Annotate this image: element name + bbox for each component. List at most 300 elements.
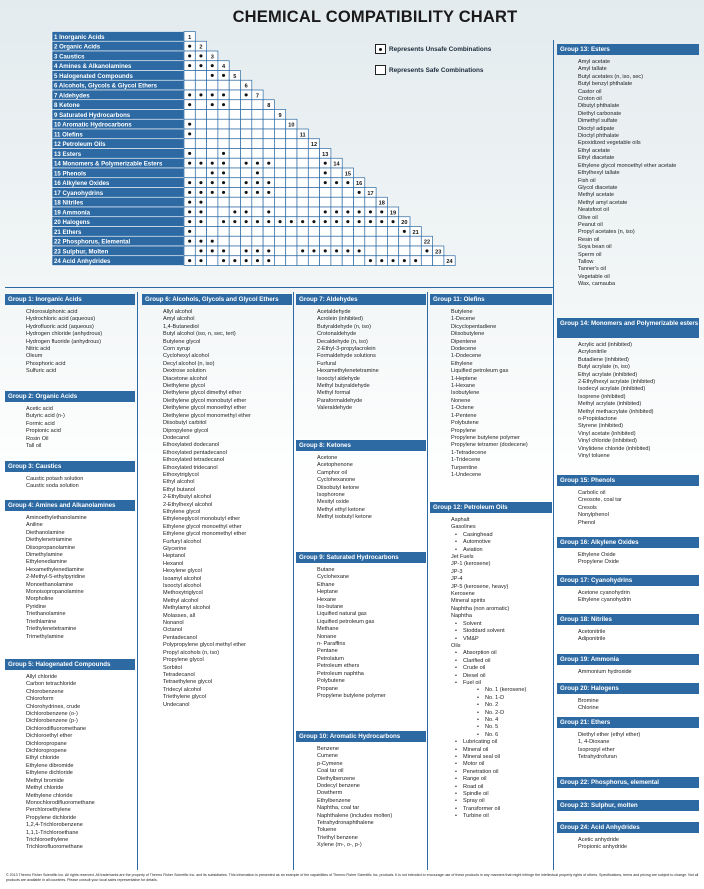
- matrix-cell: [207, 139, 218, 149]
- group-item: Molasses, all: [163, 612, 196, 619]
- matrix-cell: [218, 139, 229, 149]
- group-item: Vinyl acetate (inhibited): [578, 430, 636, 437]
- matrix-row: [52, 188, 376, 198]
- group-item: Ethyl butanol: [163, 486, 196, 493]
- group-item: Propylene dichloride: [26, 814, 77, 821]
- group-item: Turpentine: [451, 464, 478, 471]
- group-item: 1-Pentene: [451, 412, 477, 419]
- matrix-cell: [387, 227, 398, 237]
- matrix-diagonal-number: 1: [188, 34, 192, 41]
- matrix-cell: [263, 129, 274, 139]
- matrix-cell: [218, 207, 229, 217]
- group-header: Group 3: Caustics: [5, 461, 135, 472]
- matrix-cell: [297, 256, 308, 266]
- matrix-cell: [263, 149, 274, 159]
- group-item: Ethyl acetate: [578, 147, 611, 154]
- matrix-diagonal-number: 3: [210, 54, 214, 61]
- matrix-cell: [252, 139, 263, 149]
- group-item: Naphthalene (includes molten): [317, 812, 393, 819]
- matrix-cell: [308, 168, 319, 178]
- matrix-cell: [195, 119, 206, 129]
- matrix-cell: [252, 110, 263, 120]
- group-item: Carbon tetrachloride: [26, 681, 77, 688]
- group-item: Ethylene dibromide: [26, 762, 74, 769]
- unsafe-dot: [256, 191, 259, 194]
- matrix-cell: [308, 178, 319, 188]
- group-item: Wax, carnauba: [578, 281, 616, 288]
- group-item-list: [578, 552, 619, 567]
- group-item: Xylene (m-, o-, p-): [317, 842, 362, 849]
- group-item: Chlorosulphonic acid: [26, 309, 78, 315]
- group-item: Tallow: [578, 258, 594, 265]
- matrix-cell: [286, 197, 297, 207]
- group-item: Tridecyl alcohol: [163, 686, 202, 693]
- group-item: Acrylonitrile: [578, 349, 607, 356]
- group-item: Butadiene (inhibited): [578, 356, 629, 363]
- matrix-row-label: 23 Sulphur, Molten: [54, 248, 109, 256]
- group-item: 1-Dodecene: [451, 353, 482, 360]
- divider-line: [293, 292, 294, 870]
- group-item: • Range oil: [451, 776, 526, 783]
- unsafe-dot: [267, 259, 270, 262]
- matrix-cell: [308, 227, 319, 237]
- matrix-diagonal-number: 24: [446, 259, 453, 266]
- matrix-cell: [308, 158, 319, 168]
- matrix-row: [52, 119, 297, 129]
- group-item: Triethylenetetramine: [26, 626, 77, 633]
- group-item: • No. 5: [451, 724, 526, 731]
- group-item: Ethylene cyanohydrin: [578, 597, 632, 604]
- matrix-cell: [252, 236, 263, 246]
- unsafe-dot: [335, 210, 338, 213]
- group-item: Gasolines: [451, 524, 476, 531]
- group-item: Dichloropropane: [26, 740, 67, 747]
- group-item: • Penetration oil: [451, 769, 526, 776]
- matrix-diagonal-number: 17: [367, 190, 374, 197]
- matrix-cell: [218, 129, 229, 139]
- group-item: Chlorohydrines, crude: [26, 703, 81, 710]
- matrix-cell: [308, 256, 319, 266]
- matrix-cell: [274, 188, 285, 198]
- matrix-cell: [207, 129, 218, 139]
- group-header: Group 14: Monomers and Polymerizable esters: [557, 318, 699, 338]
- group-item: Diethyl carbonate: [578, 110, 622, 117]
- group-item: Jet Fuels: [451, 554, 474, 561]
- matrix-cell: [274, 246, 285, 256]
- group-item: Furfuryl alcohol: [163, 538, 201, 545]
- group-item: Vinyl toluene: [578, 453, 610, 460]
- group-item: 2-Methyl-5-ethylpyridine: [26, 574, 86, 581]
- group-item: • Casinghead: [451, 532, 526, 539]
- matrix-cell: [286, 149, 297, 159]
- group-item: • Mineral seal oil: [451, 754, 526, 761]
- matrix-cell: [308, 236, 319, 246]
- group-item-list: [578, 837, 627, 852]
- matrix-cell: [241, 236, 252, 246]
- matrix-cell: [286, 158, 297, 168]
- matrix-row-label: 21 Ethers: [54, 228, 82, 236]
- group-item: 1-Tetradecene: [451, 449, 487, 456]
- matrix-cell: [274, 139, 285, 149]
- matrix-row: [52, 100, 274, 110]
- group-item: • Spindle oil: [451, 791, 526, 798]
- group-item: Acetic anhydride: [578, 837, 620, 843]
- group-item: 2-Ethylhexyl alcohol: [163, 501, 213, 508]
- matrix-cell: [286, 227, 297, 237]
- group-item: Aminoethylethanolamine: [26, 515, 87, 521]
- matrix-cell: [252, 100, 263, 110]
- group-item: Propyl acetates (n, iso): [578, 229, 635, 236]
- group-item: Butyl acrylate (n, iso): [578, 364, 630, 371]
- matrix-cell: [342, 197, 353, 207]
- group-item: Methyl isobutyl ketone: [317, 514, 372, 521]
- group-item: Peanut oil: [578, 221, 603, 228]
- group-item: Bromine: [578, 698, 599, 704]
- matrix-cell: [274, 149, 285, 159]
- unsafe-dot: [256, 181, 259, 184]
- matrix-cell: [342, 188, 353, 198]
- group-item: Allyl chloride: [26, 674, 58, 680]
- matrix-cell: [229, 100, 240, 110]
- matrix-cell: [342, 227, 353, 237]
- matrix-cell: [297, 227, 308, 237]
- matrix-cell: [252, 227, 263, 237]
- group-item: Dichlorobenzene (o-): [26, 711, 78, 718]
- group-item-list: [451, 309, 528, 479]
- group-header: Group 5: Halogenated Compounds: [5, 659, 135, 670]
- group-item: Dimethyl sulfate: [578, 118, 618, 125]
- unsafe-dot: [211, 181, 214, 184]
- matrix-row: [52, 236, 433, 246]
- matrix-row: [52, 168, 354, 178]
- unsafe-dot: [346, 249, 349, 252]
- group-item: Polybutene: [451, 420, 479, 427]
- matrix-cell: [229, 178, 240, 188]
- group-item: Epoxidized vegetable oils: [578, 140, 641, 147]
- matrix-row-label: 11 Olefins: [54, 131, 83, 139]
- matrix-cell: [195, 100, 206, 110]
- group-item: Tetrahydronaphthalene: [317, 820, 374, 827]
- group-item: Isooctyl alcohol: [163, 583, 201, 590]
- unsafe-dot: [346, 220, 349, 223]
- matrix-cell: [218, 236, 229, 246]
- group-item: Methyl amyl acetate: [578, 199, 628, 206]
- matrix-cell: [331, 188, 342, 198]
- matrix-row-label: 2 Organic Acids: [54, 43, 101, 51]
- group-item: Liquified petroleum gas: [451, 368, 509, 375]
- group-item: Methyl ethyl ketone: [317, 506, 365, 513]
- unsafe-dot: [312, 220, 315, 223]
- unsafe-dot: [256, 249, 259, 252]
- unsafe-dot: [188, 132, 191, 135]
- group-item: Decaldehyde (n, iso): [317, 338, 368, 345]
- group-item: 1-Heptene: [451, 375, 477, 382]
- unsafe-dot: [222, 152, 225, 155]
- matrix-diagonal-number: 23: [435, 249, 442, 256]
- matrix-cell: [399, 246, 410, 256]
- group-item: Ethylene: [451, 360, 473, 367]
- unsafe-dot: [267, 191, 270, 194]
- unsafe-dot: [290, 220, 293, 223]
- matrix-cell: [229, 110, 240, 120]
- group-item: Petrolatum: [317, 655, 344, 662]
- matrix-cell: [331, 256, 342, 266]
- group-item: • Stoddard solvent: [451, 628, 526, 635]
- group-item: Decyl alcohol (n, iso): [163, 360, 215, 367]
- group-item: Rosin Oil: [26, 435, 49, 442]
- unsafe-dot: [335, 181, 338, 184]
- group-item-list: [317, 746, 392, 850]
- matrix-cell: [207, 217, 218, 227]
- matrix-cell: [252, 197, 263, 207]
- matrix-row-label: 6 Alcohols, Glycols & Glycol Ethers: [54, 82, 158, 90]
- matrix-cell: [342, 236, 353, 246]
- unsafe-dot: [188, 181, 191, 184]
- matrix-row-label: 22 Phosphorus, Elemental: [54, 238, 131, 246]
- group-item: Mineral spirits: [451, 598, 486, 605]
- group-item: • VM&P: [451, 636, 526, 643]
- matrix-cell: [263, 110, 274, 120]
- group-item: JP-4: [451, 576, 463, 583]
- group-item: • Motor oil: [451, 761, 526, 768]
- group-item-list: [451, 517, 526, 821]
- group-item: Propylene: [451, 427, 476, 434]
- matrix-cell: [320, 256, 331, 266]
- group-item: Acrylic acid (inhibited): [578, 342, 632, 348]
- unsafe-dot: [199, 210, 202, 213]
- group-item: Chlorobenzene: [26, 688, 64, 695]
- matrix-cell: [308, 207, 319, 217]
- matrix-cell: [297, 197, 308, 207]
- matrix-diagonal-number: 19: [389, 210, 397, 217]
- unsafe-dot: [369, 259, 372, 262]
- group-item: Sorbitol: [163, 664, 182, 671]
- matrix-cell: [297, 236, 308, 246]
- group-item: Diethylbenzene: [317, 775, 356, 782]
- group-item: Propionic anhydride: [578, 844, 628, 851]
- group-item: • Road oil: [451, 784, 526, 791]
- group-item: Crotonaldehyde: [317, 331, 357, 338]
- group-item: Ethylenediamine: [26, 559, 68, 566]
- group-item: Ethane: [317, 581, 335, 588]
- unsafe-dot: [199, 220, 202, 223]
- matrix-cell: [241, 139, 252, 149]
- unsafe-dot: [256, 259, 259, 262]
- group-item: Diisobutylene: [451, 331, 485, 338]
- group-item: JP-3: [451, 568, 463, 575]
- group-item: Kerosene: [451, 591, 475, 598]
- group-item: Dichloropropene: [26, 748, 67, 755]
- group-item: Diethanolamine: [26, 529, 65, 536]
- group-item: Isooctyl aldehyde: [317, 375, 360, 382]
- group-item: Adiponitrile: [578, 636, 606, 643]
- unsafe-dot: [199, 249, 202, 252]
- group-item: Triethlamine: [26, 618, 57, 625]
- matrix-cell: [297, 158, 308, 168]
- matrix-cell: [184, 139, 195, 149]
- group-item: Furfural: [317, 360, 337, 367]
- matrix-cell: [354, 236, 365, 246]
- group-item: Diisobutyl carbitol: [163, 420, 207, 427]
- unsafe-dot: [324, 210, 327, 213]
- matrix-cell: [195, 139, 206, 149]
- matrix-diagonal-number: 4: [221, 64, 226, 71]
- group-item: Trimethylamine: [26, 633, 64, 640]
- group-header: Group 4: Amines and Alkanolamines: [5, 500, 135, 511]
- matrix-cell: [286, 207, 297, 217]
- group-item: Triethyl benzene: [317, 834, 358, 841]
- group-item: Ethyl alcohol: [163, 479, 195, 486]
- matrix-cell: [331, 168, 342, 178]
- group-item: Ethylene glycol monoethyl ether acetate: [578, 162, 677, 169]
- matrix-diagonal-number: 14: [333, 161, 340, 168]
- matrix-diagonal-number: 11: [299, 132, 306, 139]
- group-item: Dichlorodifluoromethane: [26, 725, 87, 732]
- matrix-row: [52, 217, 410, 227]
- group-item: • Fuel oil: [451, 680, 526, 687]
- group-item: 1-Decene: [451, 316, 476, 323]
- group-item: Nonanol: [163, 620, 184, 627]
- unsafe-dot: [256, 171, 259, 174]
- unsafe-dot: [233, 210, 236, 213]
- group-item: Liquified natural gas: [317, 611, 367, 618]
- matrix-diagonal-number: 20: [401, 220, 408, 227]
- unsafe-dot: [233, 220, 236, 223]
- matrix-cell: [297, 139, 308, 149]
- group-item: Nonylphenol: [578, 512, 609, 519]
- matrix-cell: [399, 236, 410, 246]
- unsafe-dot: [222, 220, 225, 223]
- group-item: • Lubricating oil: [451, 739, 526, 746]
- group-item: Phenol: [578, 519, 596, 526]
- matrix-row: [52, 178, 365, 188]
- unsafe-dot: [188, 162, 191, 165]
- group-item-list: [317, 455, 372, 522]
- matrix-diagonal-number: 2: [199, 44, 203, 51]
- group-item: Paraformaldehyde: [317, 397, 363, 404]
- group-item: Ethylbenzene: [317, 797, 351, 804]
- matrix-cell: [286, 129, 297, 139]
- matrix-cell: [274, 129, 285, 139]
- group-item: Ethylene Oxide: [578, 552, 616, 558]
- matrix-row-label: 15 Phenols: [54, 170, 87, 178]
- group-item: Polypropylene glycol methyl ether: [163, 642, 246, 649]
- group-item: Methoxytriglycol: [163, 590, 203, 597]
- unsafe-dot: [358, 210, 361, 213]
- matrix-row: [52, 158, 342, 168]
- unsafe-dot: [199, 93, 202, 96]
- unsafe-dot: [380, 220, 383, 223]
- group-item: Acetone: [317, 455, 338, 461]
- matrix-row: [52, 129, 308, 139]
- matrix-cell: [263, 197, 274, 207]
- group-item: Nitric acid: [26, 346, 51, 353]
- matrix-cell: [229, 246, 240, 256]
- unsafe-dot: [324, 162, 327, 165]
- matrix-cell: [331, 227, 342, 237]
- group-item: Tall oil: [26, 443, 42, 450]
- group-item: Diisopropanolamine: [26, 544, 76, 551]
- group-item-list: [26, 515, 87, 641]
- group-item: Toluene: [317, 827, 337, 834]
- group-item: Ethoxylated pentadecanol: [163, 449, 227, 456]
- group-item: 2-Ethylbutyl alcohol: [163, 494, 212, 501]
- unsafe-dot: [188, 201, 191, 204]
- group-header: Group 8: Ketones: [296, 440, 426, 451]
- matrix-cell: [207, 119, 218, 129]
- matrix-cell: [308, 188, 319, 198]
- matrix-cell: [274, 119, 285, 129]
- group-item: Diethylene glycol dimethyl ether: [163, 390, 242, 397]
- matrix-cell: [354, 256, 365, 266]
- group-item: Caustic soda solution: [26, 483, 79, 490]
- unsafe-dot: [211, 249, 214, 252]
- unsafe-dot: [267, 220, 270, 223]
- matrix-cell: [286, 178, 297, 188]
- matrix-cell: [376, 246, 387, 256]
- group-item: • Crude oil: [451, 665, 526, 672]
- group-item: Dimethylamine: [26, 552, 63, 559]
- matrix-cell: [263, 139, 274, 149]
- unsafe-dot: [188, 191, 191, 194]
- group-item: Propionic acid: [26, 428, 61, 435]
- matrix-row: [52, 32, 195, 42]
- matrix-row-label: 7 Aldehydes: [54, 92, 90, 100]
- group-header: Group 23: Sulphur, molten: [557, 800, 699, 811]
- matrix-diagonal-number: 22: [423, 239, 431, 246]
- unsafe-dot: [335, 249, 338, 252]
- matrix-cell: [207, 110, 218, 120]
- matrix-cell: [184, 110, 195, 120]
- group-item: Dowtherm: [317, 790, 343, 797]
- matrix-diagonal-number: 8: [267, 103, 271, 110]
- divider-line: [427, 292, 428, 870]
- group-item: Dioctyl phthalate: [578, 133, 620, 140]
- group-item-list: [26, 309, 102, 376]
- unsafe-dot: [245, 162, 248, 165]
- group-item: Dioctyl adipate: [578, 125, 615, 132]
- group-item: Dibutyl phthalate: [578, 103, 620, 110]
- group-item: Formic acid: [26, 420, 55, 427]
- unsafe-dot: [324, 171, 327, 174]
- matrix-row-label: 16 Alkylene Oxides: [54, 180, 110, 188]
- matrix-cell: [207, 256, 218, 266]
- unsafe-dot: [380, 210, 383, 213]
- matrix-cell: [218, 197, 229, 207]
- matrix-cell: [229, 90, 240, 100]
- matrix-cell: [218, 227, 229, 237]
- unsafe-dot: [211, 240, 214, 243]
- matrix-cell: [252, 149, 263, 159]
- unsafe-dot: [324, 181, 327, 184]
- group-item: Isodecyl acrylate (inhibited): [578, 386, 646, 393]
- group-header: Group 1: Inorganic Acids: [5, 294, 135, 305]
- matrix-row: [52, 227, 421, 237]
- matrix-cell: [241, 168, 252, 178]
- matrix-diagonal-number: 15: [344, 171, 351, 178]
- unsafe-dot: [267, 249, 270, 252]
- group-item: Glycerine: [163, 546, 187, 552]
- group-header: Group 12: Petroleum Oils: [430, 502, 552, 513]
- group-item: Acetonitrile: [578, 629, 606, 635]
- group-item: Undecanol: [163, 701, 190, 708]
- group-item: Hexamethylenediamine: [26, 566, 84, 573]
- unsafe-dot: [233, 259, 236, 262]
- unsafe-dot: [188, 123, 191, 126]
- group-item: • No. 2-D: [451, 710, 526, 717]
- group-item: • Transformer oil: [451, 806, 526, 813]
- group-item: Ethyleneglycol monobutyl ether: [163, 516, 241, 523]
